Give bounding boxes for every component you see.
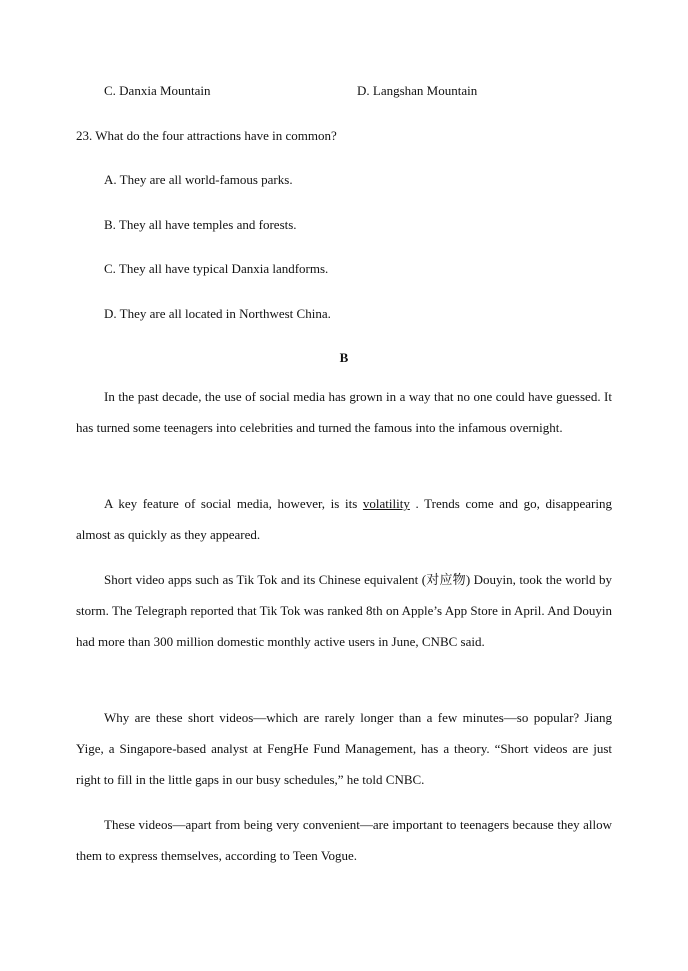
paragraph-2-text-after: . Trends come and go, disappearing almost as quickly as they appeared. bbox=[76, 496, 612, 542]
passage-paragraph-4: Why are these short videos—which are rarely longer than a few minutes—so popular? Jiang Yige, a Singapore-based analyst at FengHe Fund Management, has a theory. “Short videos are just right to fill in the little gaps in our busy schedules,” he told CNBC. bbox=[76, 710, 612, 787]
passage-paragraph-2 bbox=[76, 488, 612, 550]
passage-paragraph-5: These videos—apart from being very convenient—are important to teenagers because they allow them to express themselves, according to Teen Vogue. bbox=[76, 817, 612, 863]
underlined-word-volatility: volatility bbox=[362, 496, 410, 511]
question23-option-a: A. They are all world-famous parks. bbox=[104, 172, 293, 187]
question22-option-c: C. Danxia Mountain bbox=[104, 83, 211, 98]
question22-options-row bbox=[104, 83, 524, 99]
paragraph-2-text-before: A key feature of social media, however, is its bbox=[104, 496, 363, 511]
section-title: B bbox=[339, 350, 349, 365]
passage-paragraph-3: Short video apps such as Tik Tok and its Chinese equivalent (对应物) Douyin, took the world by storm. The Telegraph reported that Tik Tok was ranked 8th on Apple’s App Store in April. And Douyin had more than 300 million domestic monthly active users in June, CNBC said. bbox=[76, 572, 612, 649]
question23-option-c: C. They all have typical Danxia landforms. bbox=[104, 261, 329, 276]
question23-stem: 23. What do the four attractions have in common? bbox=[76, 128, 337, 143]
question23-option-b: B. They all have temples and forests. bbox=[104, 217, 297, 232]
question22-option-d: D. Langshan Mountain bbox=[357, 83, 478, 98]
passage-paragraph-1: In the past decade, the use of social media has grown in a way that no one could have guessed. It has turned some teenagers into celebrities and turned the famous into the infamous overnight. bbox=[76, 389, 612, 435]
question23-option-d: D. They are all located in Northwest China. bbox=[104, 306, 331, 321]
